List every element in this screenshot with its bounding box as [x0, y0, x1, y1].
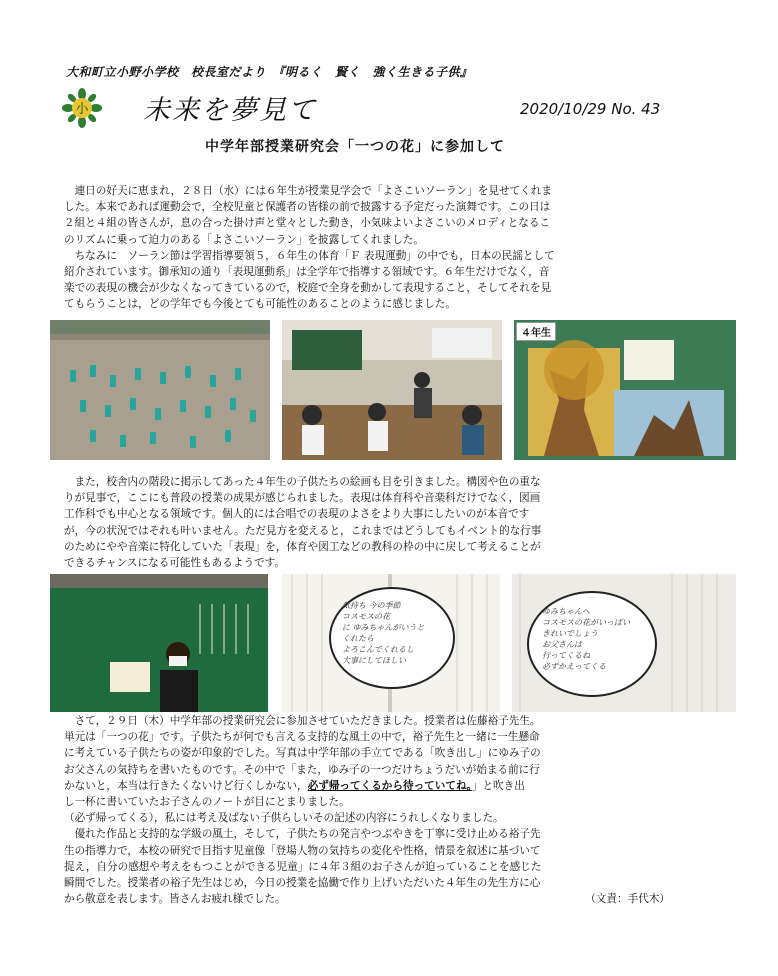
photo-teacher-blackboard — [50, 574, 268, 712]
text-line: りが見事で，ここにも普段の授業の成果が感じられました。表現は体育科や音楽科だけでなく，図画 — [64, 492, 541, 505]
emblem-char: 小 — [75, 102, 89, 117]
text-line-with-quote: かないと，本当は行きたくないけど行くしかない，必ず帰ってくるから待っていてね。」と吹き出 — [64, 779, 525, 792]
text-line: お父さんの気持ちを書いたものです。その中で「また，ゆみ子の一つだけちょうだいが始まる前に行 — [64, 763, 540, 776]
photo-schoolyard-dance — [50, 320, 270, 460]
text-line: した。本来であれば運動会で，全校児童と保護者の皆様の前で披露する予定だった演舞です。この日は — [64, 201, 551, 214]
speech-bubble-text-2: ゆみちゃんへ コスモスの花がいっぱい きれいでしょう お父さんは 行ってくるね 必ずかえってくる — [542, 607, 630, 671]
text-line: できるチャンスになる可能性もあるようです。 — [64, 557, 285, 570]
text-line: 紹介されています。御承知の通り「表現運動系」は全学年で指導する領域です。６年生だけでなく，音 — [64, 266, 550, 279]
school-name-line: 大和町立小野小学校 校長室だより 『明るく 賢く 強く生きる子供』 — [66, 65, 473, 79]
text-line: 瞬間でした。授業者の裕子先生はじめ，今日の授業を協働で作り上げいただいた４年生の先生方に心 — [64, 877, 541, 890]
photo-notebook-2 — [512, 574, 736, 712]
text-line: 連日の好天に恵まれ，２８日（水）には６年生が授業見学会で「よさこいソーラン」を見せてくれま — [64, 185, 552, 197]
text-line: のリズムに乗って迫力のある「よさこいソーラン」を披露してくれました。 — [64, 233, 424, 246]
grade-sign: ４年生 — [516, 322, 556, 341]
photo-fourth-grade-paintings — [514, 320, 736, 460]
text-line: （必ず帰ってくる），私には考え及ばない子供らしいその記述の内容にうれしくなりました。 — [64, 812, 504, 825]
text-line: ちなみに ソーラン節は学習指導要領５，６年生の体育「Ｆ 表現運動」の中でも，日本の民謡として — [64, 249, 555, 262]
text-line: が，今の状況ではそれも叶いません。ただ見方を変えると，これまではどうしてもイベント的な行事 — [64, 524, 542, 537]
photo-notebook-1 — [282, 574, 500, 712]
issue-date: 2020/10/29 No. 43 — [520, 100, 661, 118]
text-line: に考えている子供たちの姿が印象的でした。写真は中学年部の手立てである「吹き出し」にゆみ子の — [64, 747, 541, 760]
newsletter-title: 未来を夢見て — [143, 95, 317, 126]
text-line: 捉え，自分の感想や考えをもつことができる児童」に４年３組のお子さんが迫っていることを感じた — [64, 860, 542, 873]
text-line: 工作科でも中心となる領域です。個人的には合唱での表現のよさをより大事にしたいのが本音です — [64, 508, 530, 521]
article-subtitle: 中学年部授業研究会「一つの花」に参加して — [205, 139, 505, 155]
text-line: さて，２９日（木）中学年部の授業研究会に参加させていただきました。授業者は佐藤裕子先生。 — [64, 715, 541, 727]
photo-classroom — [282, 320, 502, 460]
school-emblem-icon — [62, 88, 102, 128]
text-line-final: から敬意を表します。皆さんお疲れ様でした。 （文責：手代木） — [64, 891, 720, 907]
text-line: また，校舎内の階段に掲示してあった４年生の子供たちの絵画も目を引きました。構図や色の重な — [64, 476, 541, 488]
author-credit: （文責：手代木） — [585, 893, 670, 906]
text-line: し一杯に書いていたお子さんのノートが目にとまりました。 — [64, 796, 350, 809]
speech-bubble-text-1: 気持ち 今の季節 コスモスの花 に ゆみちゃんがいうと くれたら よろこんでくれるし 大事にしてほしい — [342, 601, 425, 665]
paragraph-lesson-study — [64, 713, 720, 907]
text-line: 楽での表現の機会が少なくなってきているので，校庭で全身を動かして表現すること，そしてそれを見 — [64, 282, 552, 295]
text-line: のためにやや音楽に特化していた「表現」を，体育や図工などの教科の枠の中に戻して考えることが — [64, 540, 541, 553]
text-line: 単元は「一つの花」です。子供たちが何でも言える支持的な風土の中で，裕子先生と一緒に一生懸命 — [64, 731, 540, 744]
text-line: てもらうことは，どの学年でも今後とても可能性のあることのように感じました。 — [64, 298, 456, 311]
paragraph-paintings — [64, 474, 720, 571]
paragraph-yosakoi — [64, 183, 720, 313]
text-line: 生の指導力で，本校の研究で目指す児童像「登場人物の気持ちの変化や性格，情景を叙述に基づいて — [64, 844, 541, 857]
text-line: 優れた作品と支持的な学級の風土，そして，子供たちの発言やつぶやきを丁寧に受け止める裕子先 — [64, 828, 541, 841]
underlined-quote: 必ず帰ってくるから待っていてね。 — [307, 779, 472, 792]
text-line: ２組と４組の皆さんが，息の合った掛け声と堂々とした動き，小気味よいよさこいのメロディとなるこ — [64, 217, 551, 230]
